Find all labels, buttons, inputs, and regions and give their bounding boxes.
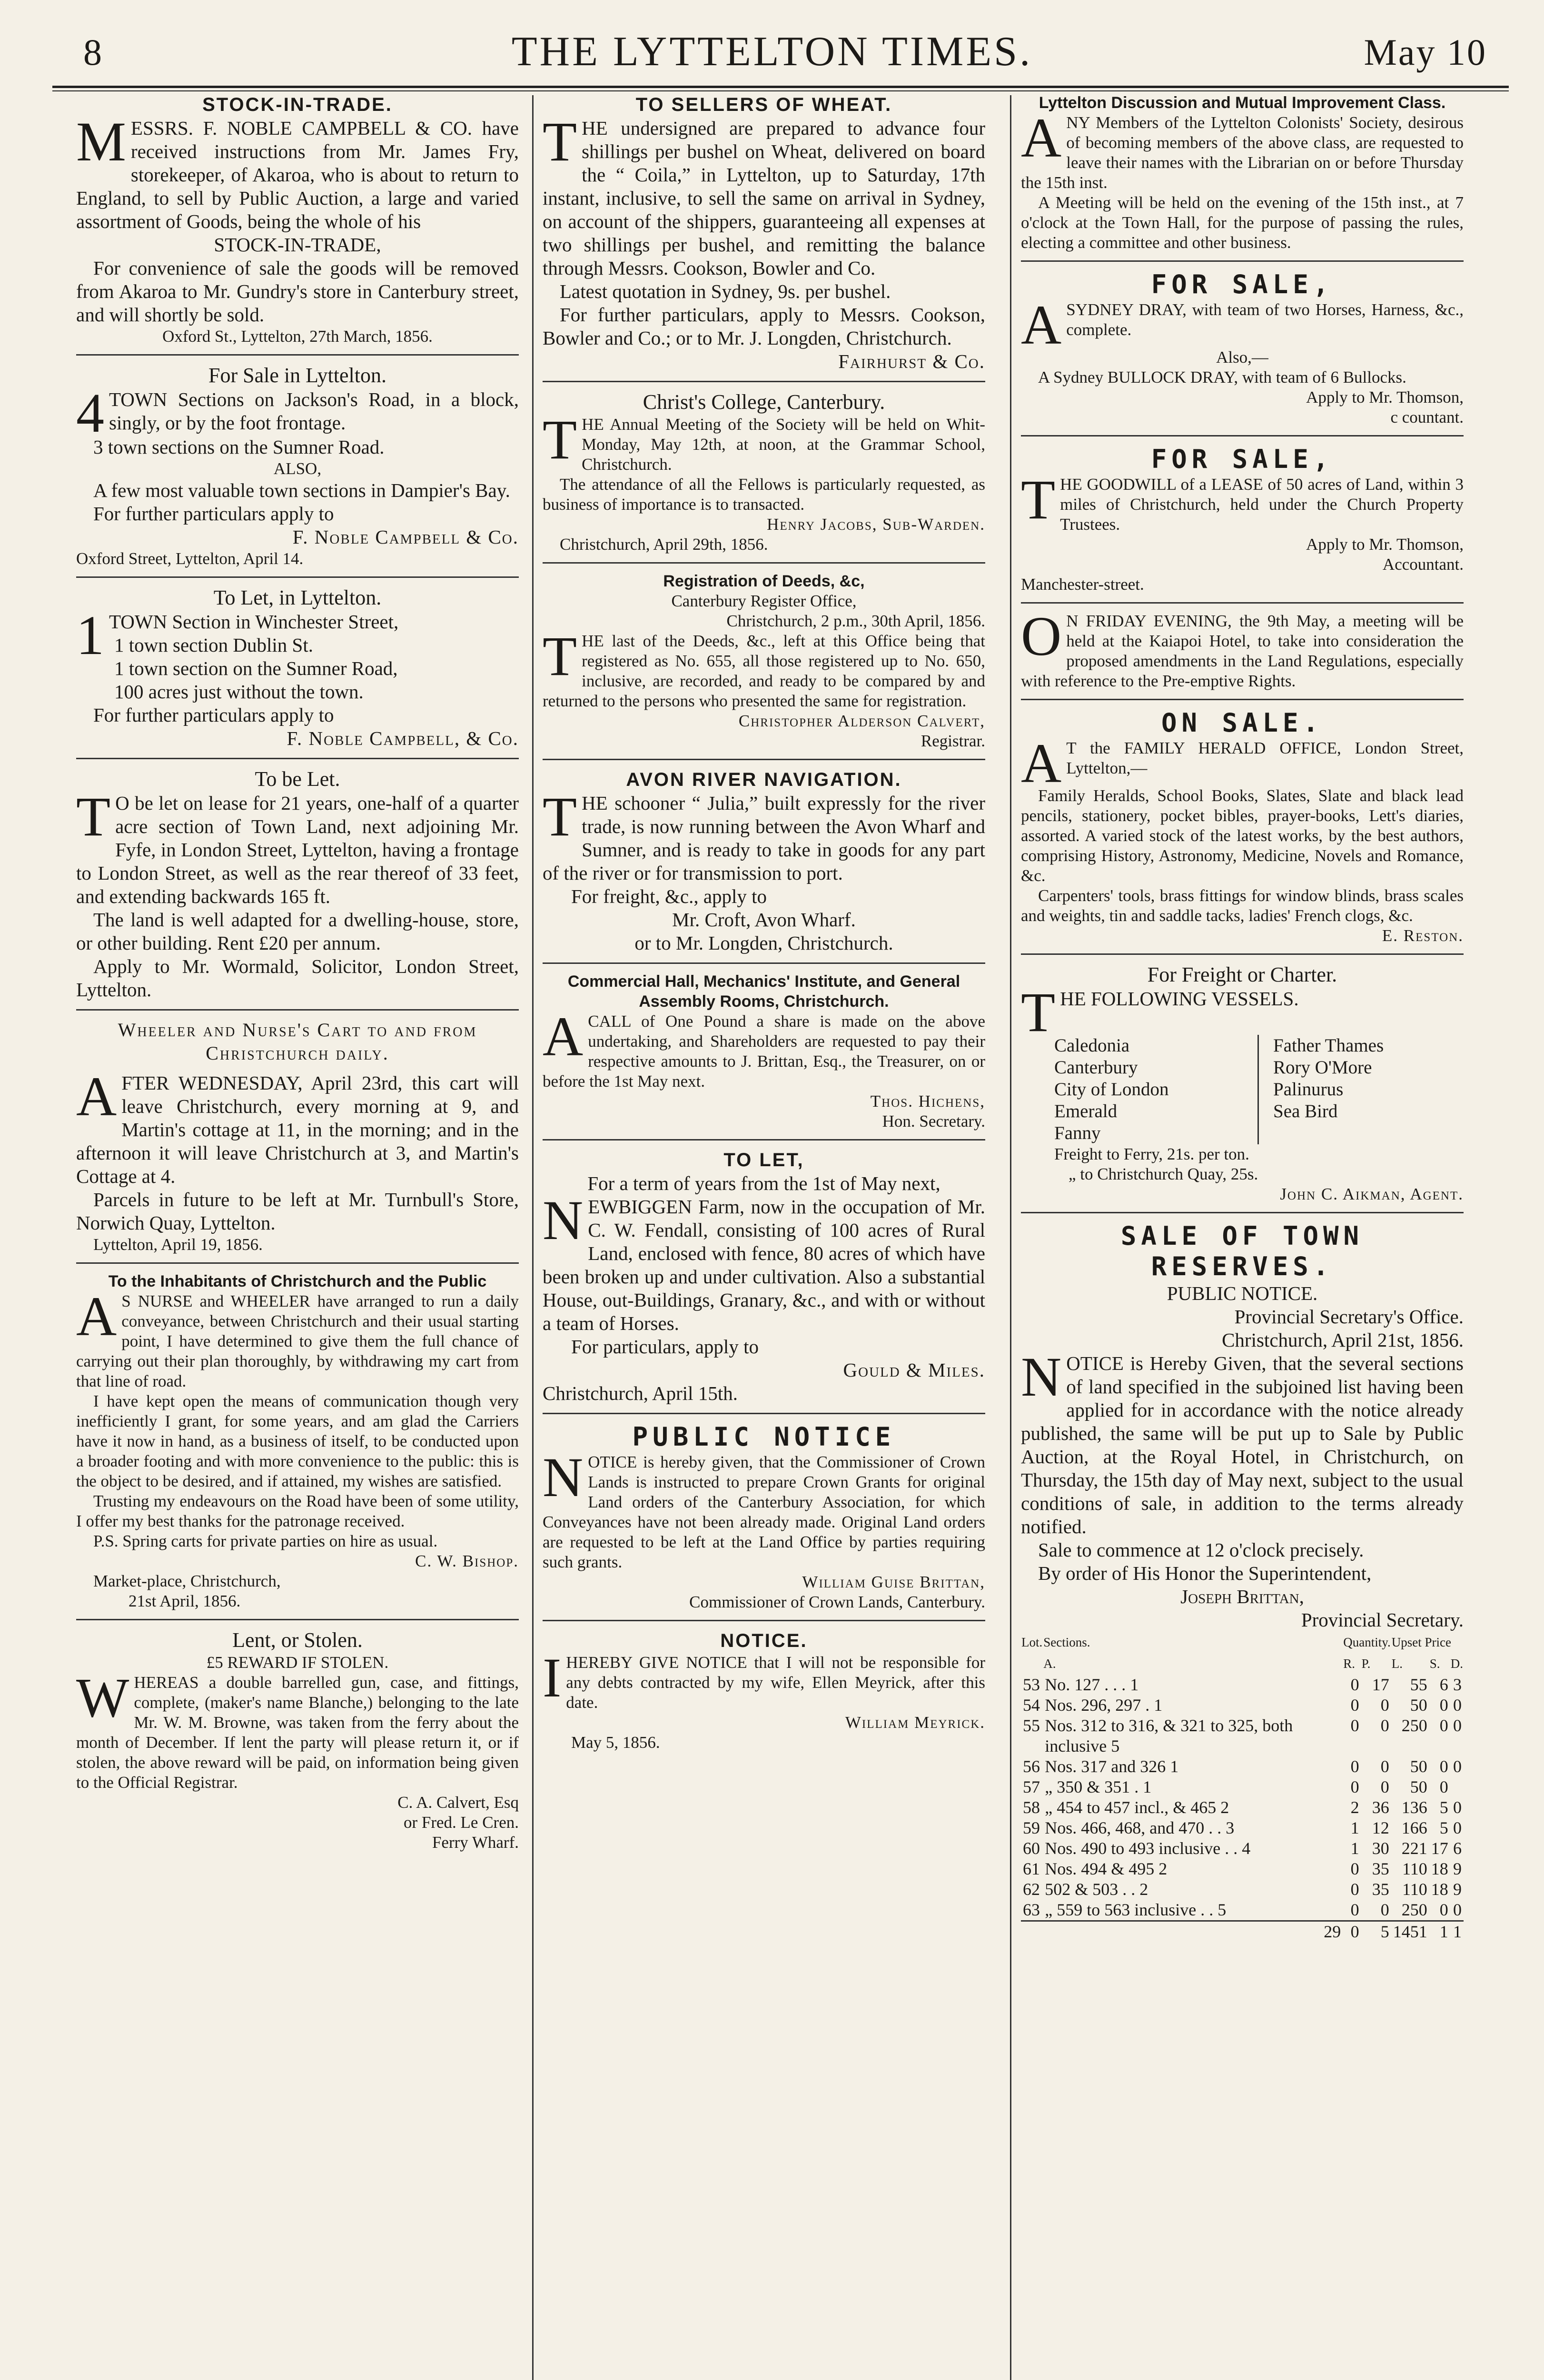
ad-title: Commissioner of Crown Lands, Canterbury. bbox=[689, 1593, 985, 1611]
ad-dateline: Lyttelton, April 19, 1856. bbox=[93, 1235, 263, 1254]
table-cell: Nos. 296, 297 . 1 bbox=[1045, 1696, 1163, 1715]
ad-body: THE GOODWILL of a LEASE of 50 acres of Land, within 3 miles of Christchurch, held under the Church Property Trustees. bbox=[1021, 468, 1464, 534]
table-cell: „ 350 & 351 . 1 bbox=[1045, 1777, 1152, 1796]
table-cell: 60 bbox=[1023, 1839, 1040, 1858]
ad-body: THE Annual Meeting of the Society will be held on Whit-Monday, May 12th, at noon, at the Grammar School, Christchurch. bbox=[543, 408, 985, 474]
ad-heading: FOR SALE, bbox=[1151, 444, 1334, 474]
masthead bbox=[0, 19, 1544, 90]
ad-body: P.S. Spring carts for private parties on hire as usual. bbox=[93, 1532, 438, 1550]
ad-sale-town-reserves bbox=[1021, 1221, 1464, 1942]
table-cell: Nos. 466, 468, and 470 . . 3 bbox=[1045, 1818, 1235, 1837]
ad-separator bbox=[1021, 602, 1464, 604]
vessel-name: Canterbury bbox=[1054, 1057, 1138, 1078]
column-header: Sections. bbox=[1043, 1635, 1090, 1649]
vessel-name: Sea Bird bbox=[1273, 1101, 1338, 1121]
table-cell: 12 bbox=[1372, 1818, 1389, 1837]
total-cell: 1 bbox=[1429, 1921, 1450, 1943]
ad-wheeler-nurse-cart bbox=[76, 1018, 519, 1255]
table-row bbox=[1021, 1777, 1464, 1797]
ad-friday-meeting bbox=[1021, 605, 1464, 691]
ad-freight-charter bbox=[1021, 962, 1464, 1204]
column-header: Upset Price bbox=[1391, 1635, 1451, 1649]
ad-place: Canterbury Register Office, bbox=[671, 592, 857, 610]
page-number: 8 bbox=[83, 31, 102, 73]
ad-registration-of-deeds bbox=[543, 571, 985, 751]
ad-body: A few most valuable town sections in Dampier's Bay. bbox=[93, 479, 510, 501]
lots-header-row bbox=[1021, 1632, 1464, 1653]
total-cell: 0 bbox=[1343, 1921, 1361, 1943]
ad-signature: F. Noble Campbell, & Co. bbox=[287, 727, 519, 749]
ad-subheading: For a term of years from the 1st of May next, bbox=[587, 1172, 940, 1194]
ad-heading: Christ's College, Canterbury. bbox=[643, 390, 885, 414]
table-cell: 0 bbox=[1453, 1757, 1462, 1776]
table-cell: Nos. 494 & 495 2 bbox=[1045, 1859, 1168, 1878]
masthead-rule bbox=[52, 86, 1509, 91]
table-cell: 0 bbox=[1453, 1696, 1462, 1715]
table-row bbox=[1021, 1716, 1464, 1756]
table-cell: 63 bbox=[1023, 1900, 1040, 1919]
table-row bbox=[1021, 1859, 1464, 1879]
table-cell: 250 bbox=[1401, 1716, 1427, 1735]
ad-for-sale-goodwill bbox=[1021, 444, 1464, 595]
ad-place: Market-place, Christchurch, bbox=[93, 1572, 281, 1590]
ad-separator bbox=[543, 759, 985, 760]
ad-heading: AVON RIVER NAVIGATION. bbox=[626, 769, 902, 790]
ad-signature: F. Noble Campbell & Co. bbox=[292, 526, 519, 548]
ad-date: Christchurch, April 21st, 1856. bbox=[1222, 1329, 1464, 1351]
ad-dateline: Oxford St., Lyttelton, 27th March, 1856. bbox=[162, 327, 433, 346]
ad-separator bbox=[76, 1619, 519, 1620]
ad-line: 100 acres just without the town. bbox=[114, 681, 364, 703]
table-cell: 18 bbox=[1431, 1880, 1448, 1899]
table-cell: 17 bbox=[1372, 1675, 1389, 1694]
ad-line: „ to Christchurch Quay, 25s. bbox=[1069, 1165, 1258, 1183]
ad-line: For further particulars apply to bbox=[93, 503, 334, 525]
ad-body: Parcels in future to be left at Mr. Turnbull's Store, Norwich Quay, Lyttelton. bbox=[76, 1189, 519, 1234]
table-row bbox=[1021, 1797, 1464, 1818]
ad-public-notice bbox=[543, 1422, 985, 1612]
ad-signature: John C. Aikman, Agent. bbox=[1280, 1185, 1464, 1203]
ad-body: THE last of the Deeds, &c., left at this Office being that registered as No. 655, all those registered up to No. 650, inclusive, are recorded, and ready to be compared by and returned to the persons who presented the same for registration. bbox=[543, 625, 985, 710]
column-header: Quantity. bbox=[1343, 1635, 1391, 1649]
ad-body: AS NURSE and WHEELER have arranged to run a daily conveyance, between Christchurch and their usual starting point, I have determined to give them the full chance of carrying out their plan thoroughly, by withdrawing my cart from that line of road. bbox=[76, 1285, 519, 1390]
issue-date: May 10 bbox=[1364, 31, 1487, 73]
table-cell: 221 bbox=[1401, 1839, 1427, 1858]
ad-separator bbox=[1021, 953, 1464, 955]
total-cell: 29 bbox=[1043, 1921, 1343, 1943]
ad-for-sale-lyttelton bbox=[76, 363, 519, 569]
column-subheader: P. bbox=[1361, 1656, 1371, 1671]
table-cell: 62 bbox=[1023, 1880, 1040, 1899]
table-cell: Nos. 490 to 493 inclusive . . 4 bbox=[1045, 1839, 1251, 1858]
table-row bbox=[1021, 1900, 1464, 1921]
vessel-list-left bbox=[1054, 1035, 1259, 1144]
ad-body: THE schooner “ Julia,” built expressly for the river trade, is now running between the Avon Wharf and Sumner, and is ready to take in goods for any part of the river or for transmission to port. bbox=[543, 785, 985, 884]
ad-body: ON FRIDAY EVENING, the 9th May, a meeting will be held at the Kaiapoi Hotel, to take into consideration the proposed amendments in the Land Regulations, especially with reference to the Pre-emptive Rights. bbox=[1021, 605, 1464, 690]
table-cell: 57 bbox=[1023, 1777, 1040, 1796]
column-subheader: D. bbox=[1450, 1656, 1463, 1671]
ad-signature: William Guise Brittan, bbox=[802, 1573, 985, 1591]
ad-place: Provincial Secretary's Office. bbox=[1234, 1306, 1464, 1328]
ad-separator bbox=[543, 562, 985, 564]
ad-sellers-of-wheat bbox=[543, 93, 985, 373]
ad-line: For particulars, apply to bbox=[571, 1336, 759, 1358]
ad-heading: Commercial Hall, Mechanics' Institute, and General Assembly Rooms, Christchurch. bbox=[567, 972, 960, 1011]
table-row bbox=[1021, 1695, 1464, 1716]
ad-body: IHEREBY GIVE NOTICE that I will not be responsible for any debts contracted by my wife, Ellen Meyrick, after this date. bbox=[543, 1646, 985, 1712]
ad-separator bbox=[543, 381, 985, 382]
table-cell: 0 bbox=[1380, 1716, 1389, 1735]
ad-date: 21st April, 1856. bbox=[129, 1592, 241, 1610]
table-cell: No. 127 . . . 1 bbox=[1045, 1675, 1139, 1694]
table-cell: 5 bbox=[1439, 1818, 1448, 1837]
ad-inhabitants-christchurch bbox=[76, 1271, 519, 1611]
newspaper-title: THE LYTTELTON TIMES. bbox=[511, 29, 1033, 75]
table-cell: 0 bbox=[1380, 1777, 1389, 1796]
table-cell: 55 bbox=[1410, 1675, 1427, 1694]
table-cell bbox=[1450, 1777, 1464, 1797]
column-header: Lot. bbox=[1021, 1635, 1043, 1649]
column-1 bbox=[76, 93, 519, 2380]
ad-heading: Lyttelton Discussion and Mutual Improvement Class. bbox=[1039, 94, 1446, 112]
ad-for-sale-dray bbox=[1021, 269, 1464, 427]
vessel-name: Fanny bbox=[1054, 1123, 1101, 1143]
ad-title: Registrar. bbox=[920, 732, 985, 750]
column-2 bbox=[543, 93, 985, 2380]
lots-table-body bbox=[1021, 1675, 1464, 1921]
column-subheader: L. bbox=[1391, 1656, 1403, 1671]
table-cell: 54 bbox=[1023, 1696, 1040, 1715]
ad-stock-in-trade bbox=[76, 93, 519, 347]
ad-line: Mr. Croft, Avon Wharf. bbox=[672, 909, 856, 931]
ad-heading: To be Let. bbox=[255, 767, 340, 791]
ad-separator bbox=[543, 1620, 985, 1621]
table-cell: 166 bbox=[1401, 1818, 1427, 1837]
total-cell: 1 bbox=[1450, 1921, 1464, 1943]
ad-body: For convenience of sale the goods will be removed from Akaroa to Mr. Gundry's store in Canterbury street, and will shortly be sold. bbox=[76, 257, 519, 326]
ad-title: Hon. Secretary. bbox=[882, 1112, 985, 1130]
vessel-name: Palinurus bbox=[1273, 1079, 1344, 1100]
table-cell: „ 454 to 457 incl., & 465 2 bbox=[1045, 1798, 1229, 1817]
ad-reward: £5 REWARD IF STOLEN. bbox=[206, 1653, 389, 1672]
table-row bbox=[1021, 1675, 1464, 1695]
ad-line: or to Mr. Longden, Christchurch. bbox=[634, 932, 893, 954]
ad-dateline: Oxford Street, Lyttelton, April 14. bbox=[76, 549, 304, 568]
ad-body: ASYDNEY DRAY, with team of two Horses, Harness, &c., complete. bbox=[1021, 294, 1464, 356]
ad-line: For freight, &c., apply to bbox=[571, 885, 767, 907]
ad-place: Ferry Wharf. bbox=[432, 1833, 519, 1852]
column-subheader: A. bbox=[1043, 1656, 1056, 1671]
table-cell: „ 559 to 563 inclusive . . 5 bbox=[1045, 1900, 1227, 1919]
table-cell: 0 bbox=[1380, 1696, 1389, 1715]
ad-separator bbox=[76, 354, 519, 356]
ad-also: Also,— bbox=[1216, 348, 1268, 367]
ad-subheading: PUBLIC NOTICE. bbox=[1167, 1282, 1318, 1304]
table-cell: 36 bbox=[1372, 1798, 1389, 1817]
ad-body: ACALL of One Pound a share is made on the above undertaking, and Shareholders are requested to pay their respective amounts to J. Brittan, Esq., the Treasurer, on or before the 1st May next. bbox=[543, 1005, 985, 1091]
table-cell: 0 bbox=[1350, 1880, 1359, 1899]
ad-line: Freight to Ferry, 21s. per ton. bbox=[1054, 1145, 1249, 1163]
ad-commercial-hall bbox=[543, 972, 985, 1131]
table-cell: 59 bbox=[1023, 1818, 1040, 1837]
ad-heading: TO SELLERS OF WHEAT. bbox=[635, 94, 892, 115]
ad-body: Trusting my endeavours on the Road have been of some utility, I offer my best thanks for the patronage received. bbox=[76, 1492, 519, 1530]
ad-also: ALSO, bbox=[273, 459, 322, 478]
ad-line: Accountant. bbox=[1382, 555, 1464, 574]
table-cell: 2 bbox=[1350, 1798, 1359, 1817]
vessel-name: Emerald bbox=[1054, 1101, 1118, 1121]
ad-signature: C. A. Calvert, Esq bbox=[397, 1793, 519, 1812]
table-cell: 58 bbox=[1023, 1798, 1040, 1817]
table-cell: 56 bbox=[1023, 1757, 1040, 1776]
ad-heading: For Freight or Charter. bbox=[1147, 963, 1337, 986]
ad-line: For further particulars apply to bbox=[93, 704, 334, 726]
ad-line: Apply to Mr. Thomson, bbox=[1306, 388, 1464, 407]
table-cell: 9 bbox=[1453, 1880, 1462, 1899]
ad-signature: C. W. Bishop. bbox=[415, 1552, 519, 1570]
table-cell: 61 bbox=[1023, 1859, 1040, 1878]
ad-separator bbox=[543, 1413, 985, 1414]
table-cell: 0 bbox=[1380, 1900, 1389, 1919]
table-cell: 0 bbox=[1350, 1675, 1359, 1694]
ad-line: 3 town sections on the Sumner Road. bbox=[93, 436, 385, 458]
total-cell: 1451 bbox=[1391, 1921, 1429, 1943]
table-cell: 35 bbox=[1372, 1880, 1389, 1899]
ad-separator bbox=[76, 576, 519, 578]
ad-line: 1TOWN Section in Winchester Street, bbox=[76, 604, 399, 666]
ad-body: TO be let on lease for 21 years, one-half of a quarter acre section of Town Land, next adjoining Mr. Fyfe, in London Street, Lyttelton, having a frontage to London Street, as well as the rear thereof of 33 feet, and extending backwards 165 ft. bbox=[76, 785, 519, 907]
vessel-name: City of London bbox=[1054, 1079, 1169, 1100]
ad-body: By order of His Honor the Superintendent, bbox=[1038, 1562, 1372, 1584]
vessel-list bbox=[1054, 1035, 1464, 1144]
table-cell: 9 bbox=[1453, 1859, 1462, 1878]
ad-line: c countant. bbox=[1390, 408, 1464, 426]
table-row bbox=[1021, 1756, 1464, 1777]
ad-separator bbox=[543, 1139, 985, 1140]
table-row bbox=[1021, 1838, 1464, 1859]
ad-date: Christchurch, 2 p.m., 30th April, 1856. bbox=[726, 612, 985, 630]
ad-family-herald bbox=[1021, 708, 1464, 946]
ad-heading: STOCK-IN-TRADE. bbox=[202, 94, 393, 115]
ad-heading: Lent, or Stolen. bbox=[232, 1628, 363, 1652]
ad-body: WHEREAS a double barrelled gun, case, and fittings, complete, (maker's name Blanche,) belonging to the late Mr. W. M. Browne, was taken from the ferry about the month of December. If lent the party will please return it, or if stolen, the above reward will be paid, on information being given to the Official Registrar. bbox=[76, 1666, 519, 1792]
table-cell: 0 bbox=[1453, 1798, 1462, 1817]
lots-subheader-row bbox=[1021, 1653, 1464, 1675]
ad-heading: ON SALE. bbox=[1161, 708, 1324, 738]
ad-heading: Registration of Deeds, &c, bbox=[663, 572, 865, 590]
ad-heading: NOTICE. bbox=[720, 1630, 808, 1651]
ad-separator bbox=[1021, 699, 1464, 700]
ad-body: For further particulars, apply to Messrs. Cookson, Bowler and Co.; or to Mr. J. Longden, Christchurch. bbox=[543, 304, 985, 349]
column-3 bbox=[1021, 93, 1464, 2380]
ad-heading: FOR SALE, bbox=[1151, 269, 1334, 299]
ad-date: Christchurch, April 15th. bbox=[543, 1382, 738, 1404]
ad-body: MESSRS. F. NOBLE CAMPBELL & CO. have received instructions from Mr. James Fry, storekeeper, of Akaroa, who is about to return to England, to sell by Public Auction, a large and varied assortment of Goods, being the whole of his bbox=[76, 110, 519, 232]
table-cell: 0 bbox=[1350, 1757, 1359, 1776]
ad-signature: Henry Jacobs, Sub-Warden. bbox=[767, 515, 985, 534]
table-cell: 136 bbox=[1401, 1798, 1427, 1817]
table-cell: Nos. 312 to 316, & 321 to 325, both inclusive 5 bbox=[1045, 1716, 1293, 1755]
table-cell: 0 bbox=[1453, 1818, 1462, 1837]
ad-body: Family Heralds, School Books, Slates, Slate and black lead pencils, stationery, pocket bibles, prayer-books, Lett's diaries, assorted. A varied stock of the latest works, by the best authors, comprising History, Astronomy, Medicine, Novels and Romance, &c. bbox=[1021, 786, 1464, 885]
table-row bbox=[1021, 1818, 1464, 1838]
vessel-list-right bbox=[1259, 1035, 1464, 1144]
table-cell: 0 bbox=[1350, 1777, 1359, 1796]
ad-body: The land is well adapted for a dwelling-house, store, or other building. Rent £20 per annum. bbox=[76, 909, 519, 954]
ad-body: AFTER WEDNESDAY, April 23rd, this cart will leave Christchurch, every morning at 9, and Martin's cottage at 11, in the morning; and in the afternoon it will leave Christchurch at 3, and Martin's Cottage at 4. bbox=[76, 1065, 519, 1187]
ad-body: NEWBIGGEN Farm, now in the occupation of Mr. C. W. Fendall, consisting of 100 acres of Rural Land, enclosed with fence, 80 acres of which have been broken up and under cultivation. Also a substantial House, out-Buildings, Granary, &c., and with or without a team of Horses. bbox=[543, 1189, 985, 1334]
total-cell: 5 bbox=[1361, 1921, 1391, 1943]
ad-body: A Meeting will be held on the evening of the 15th inst., at 7 o'clock at the Town Hall, for the purpose of passing the rules, electing a committee and other business. bbox=[1021, 193, 1464, 252]
ad-christs-college bbox=[543, 390, 985, 555]
ad-body: 4TOWN Sections on Jackson's Road, in a block, singly, or by the foot frontage. bbox=[76, 382, 519, 444]
table-cell: 50 bbox=[1410, 1696, 1427, 1715]
ad-heading: SALE OF TOWN RESERVES. bbox=[1120, 1221, 1364, 1281]
table-cell: 0 bbox=[1350, 1900, 1359, 1919]
ad-discussion-class bbox=[1021, 93, 1464, 253]
ad-to-let-lyttelton bbox=[76, 585, 519, 750]
ad-subheading: STOCK-IN-TRADE, bbox=[214, 234, 381, 256]
table-cell: 0 bbox=[1453, 1900, 1462, 1919]
table-cell: 6 bbox=[1439, 1675, 1448, 1694]
ad-body: Sale to commence at 12 o'clock precisely. bbox=[1038, 1539, 1364, 1561]
ad-body: A Sydney BULLOCK DRAY, with team of 6 Bullocks. bbox=[1038, 368, 1406, 387]
ad-separator bbox=[76, 1009, 519, 1011]
table-cell: 0 bbox=[1439, 1900, 1448, 1919]
ad-heading: PUBLIC NOTICE bbox=[632, 1422, 896, 1452]
ad-line: 1 town section on the Sumner Road, bbox=[114, 657, 398, 679]
lots-total-row bbox=[1021, 1921, 1464, 1943]
table-cell: 1 bbox=[1350, 1839, 1359, 1858]
table-row bbox=[1021, 1879, 1464, 1900]
ad-signature: Fairhurst & Co. bbox=[838, 350, 985, 372]
table-cell: 35 bbox=[1372, 1859, 1389, 1878]
ad-body: I have kept open the means of communication though very inefficiently I grant, for some years, and am glad the Carriers have it now in hand, as a business of itself, to be conducted upon a broader footing and with more convenience to the public: this is the object to be desired, and if attained, my wishes are satisfied. bbox=[76, 1392, 519, 1490]
table-cell: 502 & 503 . . 2 bbox=[1045, 1880, 1148, 1899]
table-cell: 50 bbox=[1410, 1757, 1427, 1776]
table-cell: 50 bbox=[1410, 1777, 1427, 1796]
table-cell: 0 bbox=[1380, 1757, 1389, 1776]
ad-heading: To the Inhabitants of Christchurch and the Public bbox=[108, 1272, 487, 1290]
ad-separator bbox=[1021, 260, 1464, 262]
ad-body: AT the FAMILY HERALD OFFICE, London Street, Lyttelton,— bbox=[1021, 732, 1464, 794]
table-cell: 0 bbox=[1439, 1696, 1448, 1715]
ad-separator bbox=[76, 1262, 519, 1264]
table-cell: 6 bbox=[1453, 1839, 1462, 1858]
ad-body: NOTICE is Hereby Given, that the several sections of land specified in the subjoined list having been applied for in accordance with the notice already published, the same will be put up to Sale by Public Auction, at the Royal Hotel, in Christchurch, on Thursday, the 15th day of May next, subject to the usual conditions of sale, in addition to the terms already notified. bbox=[1021, 1346, 1464, 1537]
ad-avon-river-navigation bbox=[543, 768, 985, 955]
ad-notice-meyrick bbox=[543, 1629, 985, 1753]
ad-body: NOTICE is hereby given, that the Commissioner of Crown Lands is instructed to prepare Crown Grants for original Land orders of the Canterbury Association, for which Conveyances have not been already made. Original Land orders are requested to be left at the Land Office by parties requiring such grants. bbox=[543, 1446, 985, 1571]
table-cell: 18 bbox=[1431, 1859, 1448, 1878]
ad-line: Apply to Mr. Thomson, bbox=[1306, 535, 1464, 554]
ad-signature: William Meyrick. bbox=[845, 1713, 985, 1732]
ad-signature: Gould & Miles. bbox=[843, 1359, 985, 1381]
table-cell: 1 bbox=[1350, 1818, 1359, 1837]
column-divider bbox=[532, 95, 534, 2380]
ad-signature: Joseph Brittan, bbox=[1180, 1586, 1304, 1607]
ad-signature: Christopher Alderson Calvert, bbox=[738, 712, 985, 730]
ad-body: Latest quotation in Sydney, 9s. per bushel. bbox=[560, 280, 891, 302]
ad-heading: For Sale in Lyttelton. bbox=[208, 364, 386, 387]
ad-subheading: THE FOLLOWING VESSELS. bbox=[1021, 981, 1299, 1043]
table-cell: 5 bbox=[1439, 1798, 1448, 1817]
table-cell: 0 bbox=[1439, 1757, 1448, 1776]
ad-body: ANY Members of the Lyttelton Colonists' Society, desirous of becoming members of the above class, are requested to leave their names with the Librarian on or before Thursday the 15th inst. bbox=[1021, 107, 1464, 192]
table-cell: 110 bbox=[1402, 1880, 1427, 1899]
ad-to-be-let bbox=[76, 767, 519, 1002]
table-cell: 53 bbox=[1023, 1675, 1040, 1694]
column-subheader: S. bbox=[1429, 1656, 1440, 1671]
vessel-name: Father Thames bbox=[1273, 1035, 1384, 1056]
ad-body: Carpenters' tools, brass fittings for window blinds, brass scales and weights, tin and saddle tacks, ladies' French clogs, &c. bbox=[1021, 886, 1464, 925]
ad-signature: or Fred. Le Cren. bbox=[403, 1813, 519, 1832]
ad-to-let-newbiggen bbox=[543, 1148, 985, 1405]
vessel-name: Rory O'More bbox=[1273, 1057, 1372, 1078]
ad-line: Manchester-street. bbox=[1021, 575, 1144, 594]
table-cell: 0 bbox=[1453, 1716, 1462, 1735]
column-divider bbox=[1010, 95, 1011, 2380]
ad-line: 1 town section Dublin St. bbox=[114, 634, 313, 656]
ad-signature: Thos. Hichens, bbox=[870, 1092, 985, 1111]
ad-body: THE undersigned are prepared to advance four shillings per bushel on Wheat, delivered on board the “ Coila,” in Lyttelton, up to Saturday, 17th instant, inclusive, to sell the same on arrival in Sydney, on account of the shippers, guaranteeing all expenses at two shillings per bushel, and remitting the balance through Messrs. Cookson, Bowler and Co. bbox=[543, 110, 985, 279]
ad-separator bbox=[1021, 435, 1464, 436]
ad-separator bbox=[543, 962, 985, 964]
ad-signature: E. Reston. bbox=[1382, 926, 1464, 945]
table-cell: 3 bbox=[1453, 1675, 1462, 1694]
ad-heading: Wheeler and Nurse's Cart to and from Christchurch daily. bbox=[118, 1019, 477, 1064]
table-cell: 0 bbox=[1350, 1716, 1359, 1735]
ad-title: Provincial Secretary. bbox=[1301, 1609, 1464, 1631]
ad-date: May 5, 1856. bbox=[571, 1733, 660, 1752]
table-cell: 250 bbox=[1401, 1900, 1427, 1919]
table-cell: 30 bbox=[1372, 1839, 1389, 1858]
lots-table bbox=[1021, 1632, 1464, 1942]
column-subheader: R. bbox=[1343, 1656, 1356, 1671]
table-cell: 0 bbox=[1439, 1777, 1448, 1796]
table-cell: Nos. 317 and 326 1 bbox=[1045, 1757, 1179, 1776]
ad-body: Apply to Mr. Wormald, Solicitor, London Street, Lyttelton. bbox=[76, 955, 519, 1001]
table-cell: 0 bbox=[1350, 1859, 1359, 1878]
table-cell: 0 bbox=[1439, 1716, 1448, 1735]
table-cell: 0 bbox=[1350, 1696, 1359, 1715]
ad-heading: TO LET, bbox=[723, 1150, 804, 1170]
ad-separator bbox=[1021, 1212, 1464, 1213]
table-cell: 110 bbox=[1402, 1859, 1427, 1878]
vessel-name: Caledonia bbox=[1054, 1035, 1130, 1056]
ad-lent-or-stolen bbox=[76, 1628, 519, 1853]
ad-heading: To Let, in Lyttelton. bbox=[213, 586, 382, 609]
table-cell: 55 bbox=[1023, 1716, 1040, 1735]
table-cell: 17 bbox=[1431, 1839, 1448, 1858]
ad-separator bbox=[76, 758, 519, 759]
ad-body: The attendance of all the Fellows is particularly requested, as business of importance is to transacted. bbox=[543, 475, 985, 514]
ad-date: Christchurch, April 29th, 1856. bbox=[560, 535, 768, 554]
